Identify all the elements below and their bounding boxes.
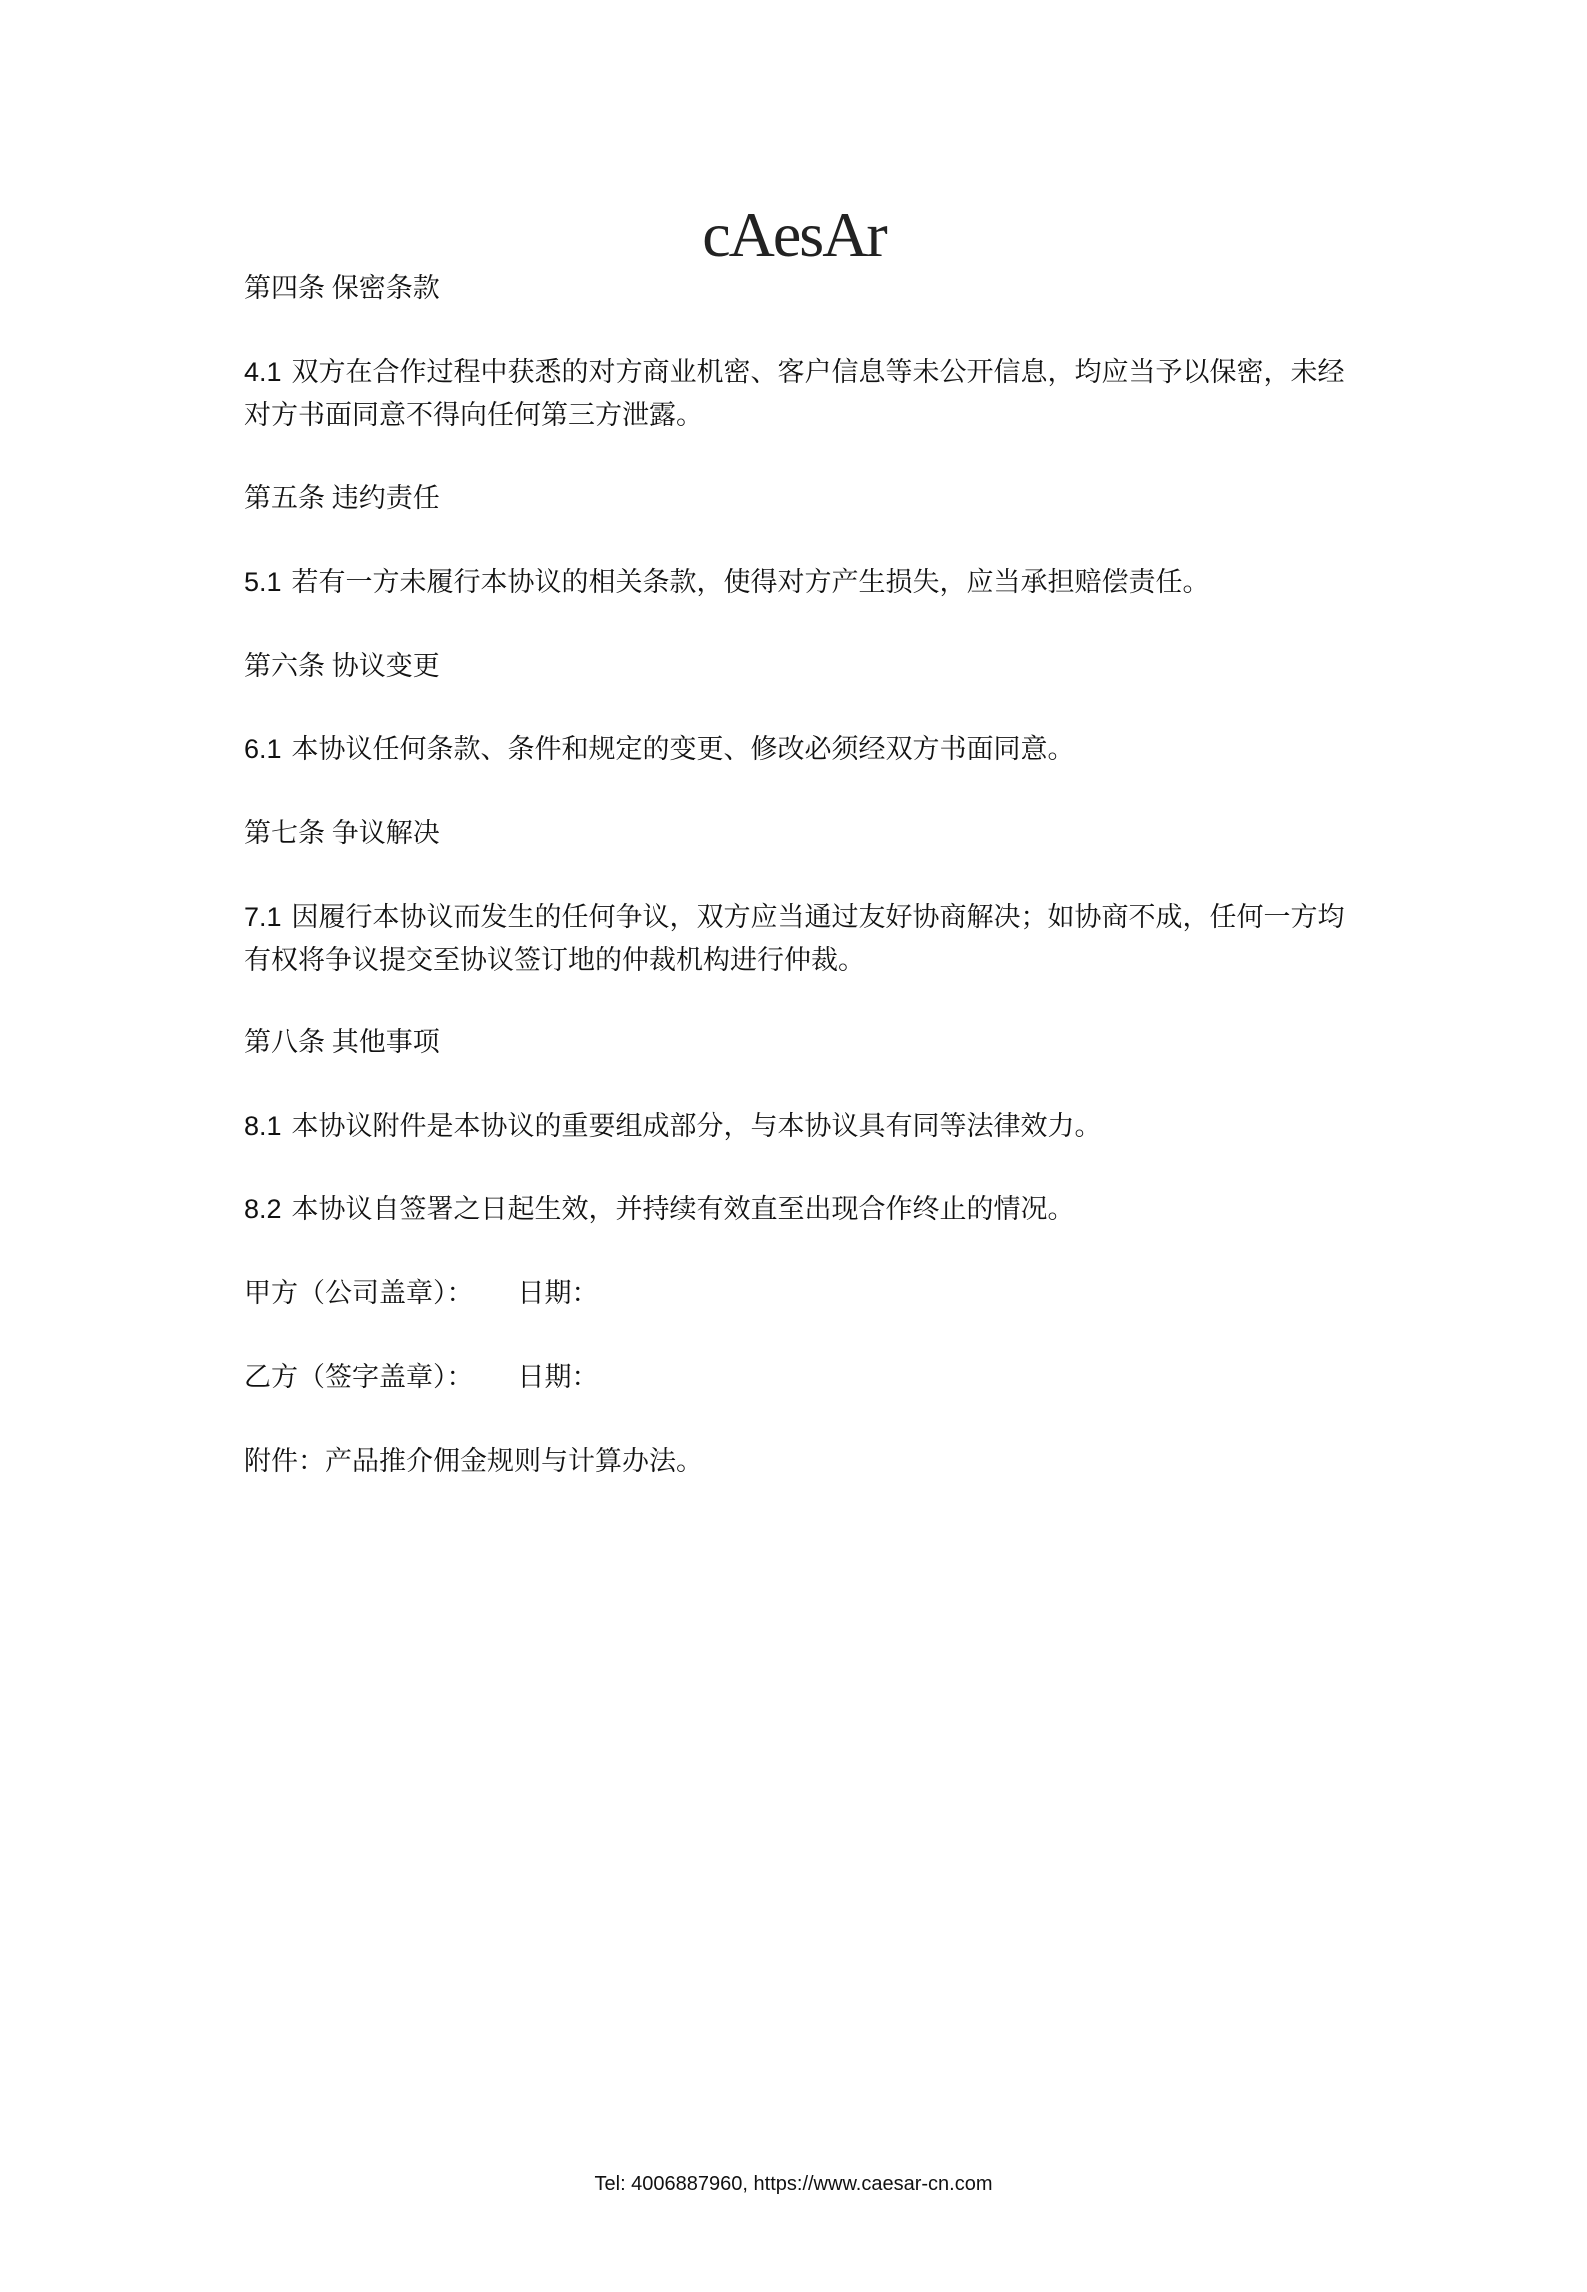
page-footer: Tel: 4006887960, https://www.caesar-cn.com xyxy=(594,2173,993,2195)
clause-number: 7.1 xyxy=(244,902,282,932)
clause-text: 本协议附件是本协议的重要组成部分，与本协议具有同等法律效力。 xyxy=(291,1111,1102,1141)
section-heading-4: 第四条 保密条款 xyxy=(244,273,440,303)
date-label: 日期： xyxy=(517,1278,599,1308)
clause-text: 若有一方未履行本协议的相关条款，使得对方产生损失，应当承担赔偿责任。 xyxy=(291,567,1210,597)
party-label: 甲方（公司盖章）： xyxy=(244,1278,474,1308)
clause-6-1 xyxy=(244,728,1360,771)
section-heading-7: 第七条 争议解决 xyxy=(244,818,440,848)
clause-8-1 xyxy=(244,1105,1360,1148)
signature-party-a xyxy=(244,1272,1360,1315)
clause-4-1 xyxy=(244,351,1360,437)
clause-text: 因履行本协议而发生的任何争议，双方应当通过友好协商解决；如协商不成，任何一方均有权将争议提交至协议签订地的仲裁机构进行仲裁。 xyxy=(244,902,1345,975)
clause-7-1 xyxy=(244,896,1360,982)
section-heading-5: 第五条 违约责任 xyxy=(244,483,440,513)
clause-text: 本协议任何条款、条件和规定的变更、修改必须经双方书面同意。 xyxy=(291,734,1075,764)
clause-number: 6.1 xyxy=(244,734,282,764)
attachment-note: 附件：产品推介佣金规则与计算办法。 xyxy=(244,1446,703,1476)
signature-party-b xyxy=(244,1356,1360,1399)
clause-number: 8.2 xyxy=(244,1194,282,1224)
party-label: 乙方（签字盖章）： xyxy=(244,1362,474,1392)
clause-5-1 xyxy=(244,561,1360,604)
clause-text: 双方在合作过程中获悉的对方商业机密、客户信息等未公开信息，均应当予以保密，未经对方书面同意不得向任何第三方泄露。 xyxy=(244,357,1345,430)
clause-number: 5.1 xyxy=(244,567,282,597)
date-label: 日期： xyxy=(517,1362,599,1392)
company-logo: cAesAr xyxy=(702,199,886,270)
clause-8-2 xyxy=(244,1188,1360,1231)
clause-text: 本协议自签署之日起生效，并持续有效直至出现合作终止的情况。 xyxy=(291,1194,1075,1224)
clause-number: 8.1 xyxy=(244,1111,282,1141)
clause-number: 4.1 xyxy=(244,357,282,387)
section-heading-8: 第八条 其他事项 xyxy=(244,1027,440,1057)
section-heading-6: 第六条 协议变更 xyxy=(244,651,440,681)
